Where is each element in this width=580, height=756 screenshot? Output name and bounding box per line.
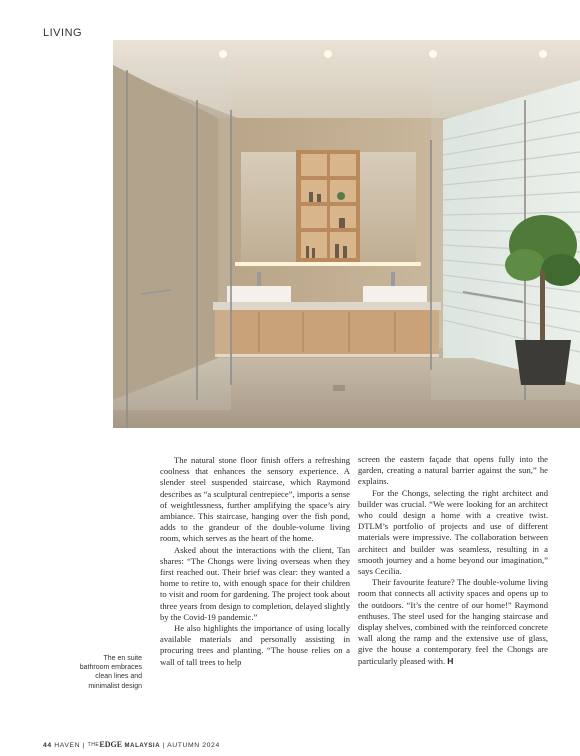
paragraph-text: Their favourite feature? The double-volume living room that connects all activity spaces and opens up to the outdoors. “It’s the centre of our home!” Raymond enthuses. The steel used for the hanging staircase and display shelves, combined with the reinforced concrete wall along the ramp and the extensive use of glass, give the house a contemporary feel the Chongs are particularly pleased with. bbox=[358, 577, 548, 666]
photo-caption: The en suite bathroom embraces clean lines and minimalist design bbox=[79, 655, 142, 690]
brand-the: THE bbox=[87, 742, 100, 748]
bathroom-illustration bbox=[113, 40, 580, 428]
paragraph bbox=[358, 577, 548, 667]
section-label: LIVING bbox=[43, 27, 83, 39]
article-column-left bbox=[160, 455, 350, 668]
brand-edge: EDGE bbox=[99, 740, 123, 749]
page-footer bbox=[43, 740, 220, 749]
footer-separator: | bbox=[82, 742, 86, 749]
page-number: 44 bbox=[43, 742, 52, 749]
paragraph: He also highlights the importance of using locally available materials and personally assisting in procuring trees and planting. “The house relies on a wall of tall trees to help bbox=[160, 623, 350, 667]
paragraph: Asked about the interactions with the client, Tan shares: “The Chongs were living overseas when they first reached out. Their brief was clear: they wanted a home to retire to, with enough space for their children to visit and room for gardening. The project took about three years from design to completion, delayed slightly by the Covid-19 pandemic.” bbox=[160, 544, 350, 622]
issue-date: AUTUMN 2024 bbox=[167, 742, 220, 749]
end-mark: H bbox=[447, 655, 454, 666]
bathroom-photo bbox=[113, 40, 580, 428]
paragraph: The natural stone floor finish offers a refreshing coolness that enhances the sensory experience. A slender steel suspended staircase, which Raymond describes as “a sculptural centrepiece”, imports a sense of weightlessness, further amplifying the space’s airy ambiance. This staircase, hanging over the fish pond, adds to the grandeur of the double-volume living room, which serves as the heart of the home. bbox=[160, 455, 350, 544]
brand-malaysia: MALAYSIA bbox=[124, 743, 161, 749]
article-column-right bbox=[358, 454, 548, 667]
paragraph-continuation: screen the eastern façade that opens fully into the garden, creating a natural barrier against the sun,” he explains. bbox=[358, 454, 548, 487]
magazine-name: HAVEN bbox=[54, 742, 81, 749]
footer-separator: | bbox=[162, 742, 166, 749]
paragraph: For the Chongs, selecting the right architect and builder was crucial. “We were looking for an architect who could design a home with a creative twist. DTLM’s portfolio of projects and use of different materials were impressive. The collaboration between architect and builder was seamless, resulting in a smooth journey and a home beyond our imagination,” says Cecilia. bbox=[358, 487, 548, 577]
